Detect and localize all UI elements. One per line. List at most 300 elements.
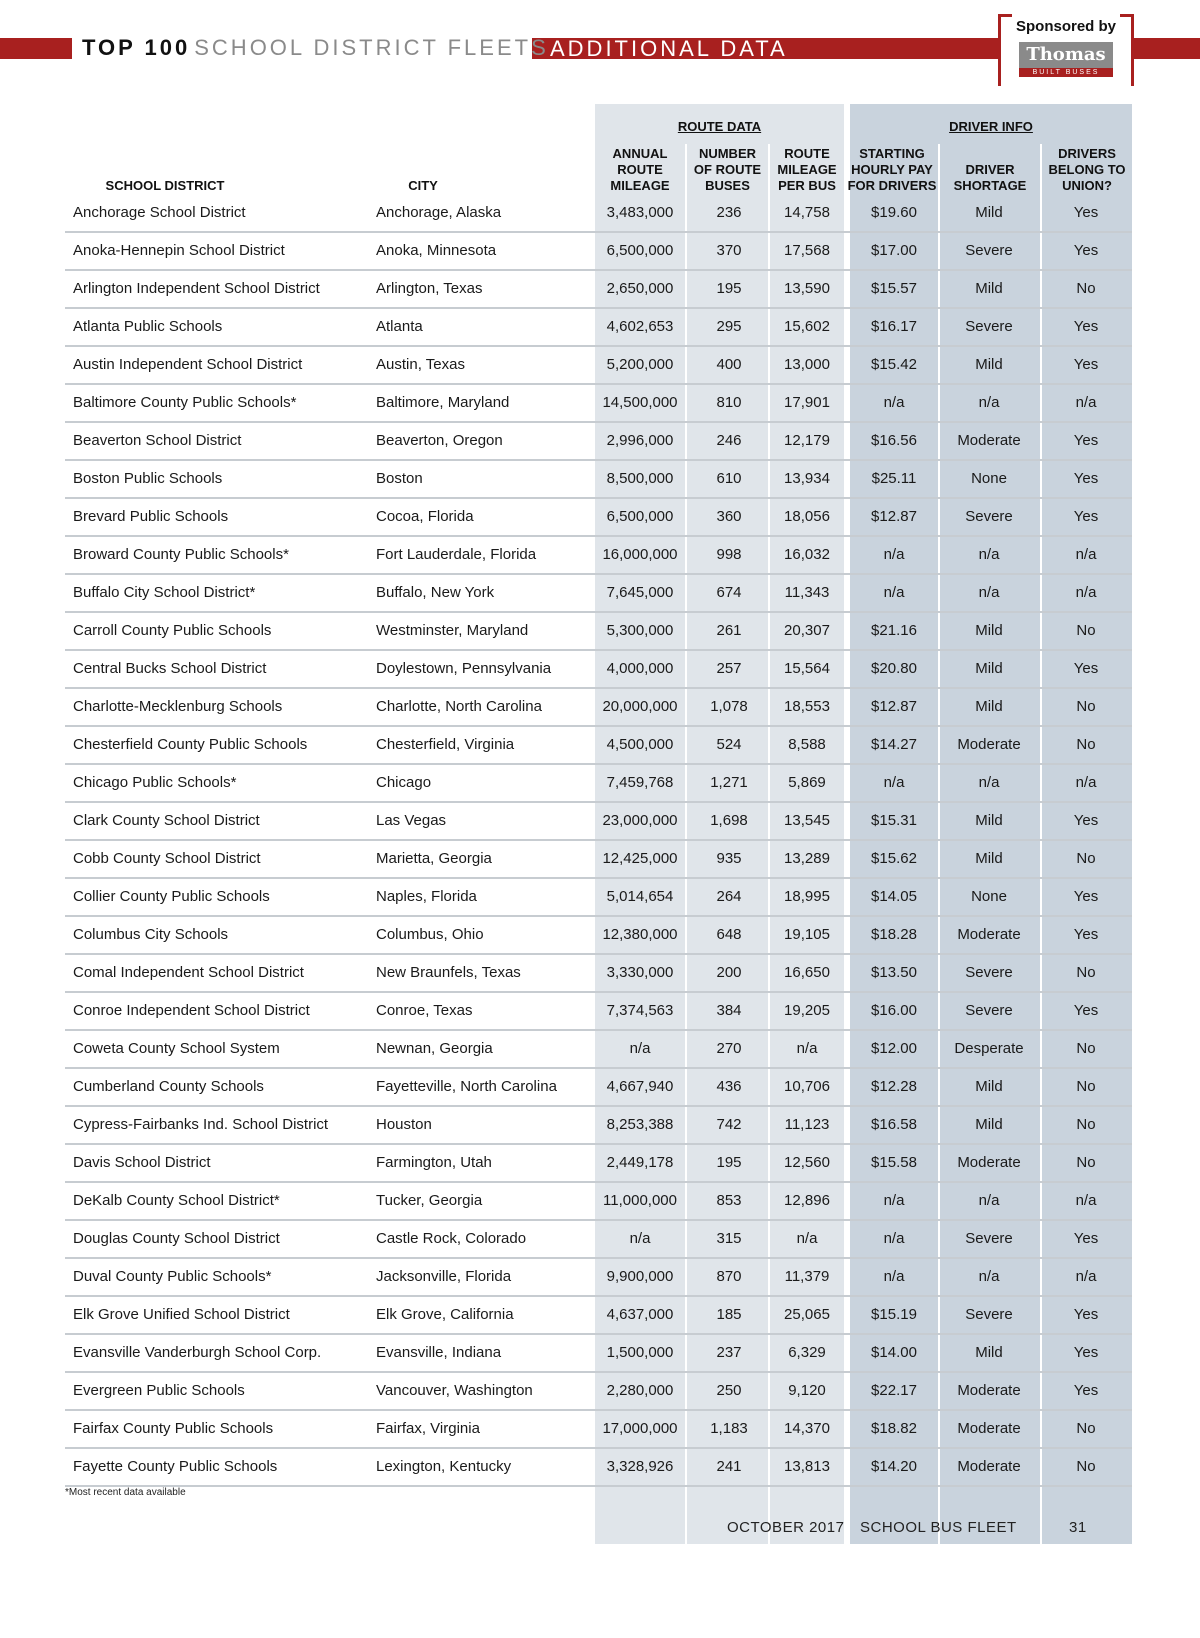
cell-driver-shortage: Mild bbox=[975, 280, 1003, 297]
cell-drivers-union: No bbox=[1076, 1420, 1096, 1437]
table-row bbox=[65, 955, 1132, 993]
cell-number-of-route-buses: 185 bbox=[716, 1306, 742, 1323]
cell-route-mileage-per-bus: 19,105 bbox=[784, 926, 830, 943]
cell-driver-shortage: n/a bbox=[978, 394, 1000, 411]
cell-driver-shortage: Severe bbox=[965, 1306, 1013, 1323]
cell-driver-shortage: Mild bbox=[975, 698, 1003, 715]
column-header-route-mileage-per-bus: ROUTE MILEAGE PER BUS bbox=[777, 146, 837, 193]
cell-driver-shortage: Mild bbox=[975, 660, 1003, 677]
cell-drivers-union: No bbox=[1076, 1040, 1096, 1057]
table-row bbox=[65, 803, 1132, 841]
cell-annual-route-mileage: 9,900,000 bbox=[606, 1268, 674, 1285]
cell-drivers-union: Yes bbox=[1073, 660, 1099, 677]
cell-school-district: Carroll County Public Schools bbox=[73, 622, 272, 639]
cell-school-district: Fairfax County Public Schools bbox=[73, 1420, 274, 1437]
cell-driver-shortage: Mild bbox=[975, 1344, 1003, 1361]
cell-route-mileage-per-bus: 12,560 bbox=[784, 1154, 830, 1171]
cell-city: Elk Grove, California bbox=[376, 1306, 514, 1323]
cell-driver-shortage: Moderate bbox=[957, 1154, 1021, 1171]
cell-city: Conroe, Texas bbox=[376, 1002, 473, 1019]
cell-starting-hourly-pay: $15.58 bbox=[871, 1154, 917, 1171]
table-row bbox=[65, 1031, 1132, 1069]
cell-school-district: Columbus City Schools bbox=[73, 926, 229, 943]
cell-school-district: Chesterfield County Public Schools bbox=[73, 736, 308, 753]
cell-route-mileage-per-bus: 20,307 bbox=[784, 622, 830, 639]
cell-route-mileage-per-bus: 16,032 bbox=[784, 546, 830, 563]
table-row bbox=[65, 1449, 1132, 1487]
cell-city: Vancouver, Washington bbox=[376, 1382, 533, 1399]
page-title-light: SCHOOL DISTRICT FLEETS bbox=[194, 35, 549, 60]
cell-starting-hourly-pay: $15.31 bbox=[871, 812, 917, 829]
cell-starting-hourly-pay: $15.62 bbox=[871, 850, 917, 867]
cell-city: Westminster, Maryland bbox=[376, 622, 529, 639]
cell-starting-hourly-pay: n/a bbox=[883, 584, 905, 601]
cell-drivers-union: Yes bbox=[1073, 242, 1099, 259]
cell-starting-hourly-pay: $21.16 bbox=[871, 622, 917, 639]
cell-drivers-union: Yes bbox=[1073, 318, 1099, 335]
section-subtitle: ADDITIONAL DATA bbox=[550, 36, 788, 61]
cell-driver-shortage: Moderate bbox=[957, 926, 1021, 943]
cell-driver-shortage: Moderate bbox=[957, 432, 1021, 449]
cell-number-of-route-buses: 241 bbox=[716, 1458, 742, 1475]
cell-driver-shortage: None bbox=[971, 888, 1007, 905]
cell-driver-shortage: Severe bbox=[965, 318, 1013, 335]
cell-starting-hourly-pay: n/a bbox=[883, 546, 905, 563]
cell-drivers-union: n/a bbox=[1075, 1192, 1097, 1209]
cell-city: Buffalo, New York bbox=[376, 584, 495, 601]
sponsor-logo-word: Thomas bbox=[1019, 42, 1113, 68]
cell-driver-shortage: Mild bbox=[975, 356, 1003, 373]
cell-starting-hourly-pay: $14.27 bbox=[871, 736, 917, 753]
cell-drivers-union: Yes bbox=[1073, 1382, 1099, 1399]
cell-driver-shortage: None bbox=[971, 470, 1007, 487]
cell-route-mileage-per-bus: 11,123 bbox=[784, 1116, 830, 1133]
table-row bbox=[65, 1069, 1132, 1107]
cell-city: Farmington, Utah bbox=[376, 1154, 492, 1171]
cell-drivers-union: n/a bbox=[1075, 584, 1097, 601]
cell-annual-route-mileage: 16,000,000 bbox=[602, 546, 678, 563]
cell-drivers-union: No bbox=[1076, 964, 1096, 981]
cell-drivers-union: Yes bbox=[1073, 812, 1099, 829]
cell-annual-route-mileage: 23,000,000 bbox=[602, 812, 678, 829]
cell-number-of-route-buses: 295 bbox=[716, 318, 742, 335]
cell-drivers-union: Yes bbox=[1073, 432, 1099, 449]
column-header-city: CITY bbox=[408, 178, 438, 193]
table-row bbox=[65, 1411, 1132, 1449]
cell-starting-hourly-pay: $19.60 bbox=[871, 204, 917, 221]
cell-city: Atlanta bbox=[376, 318, 423, 335]
cell-starting-hourly-pay: $14.05 bbox=[871, 888, 917, 905]
cell-number-of-route-buses: 610 bbox=[716, 470, 742, 487]
column-header-driver-shortage: DRIVER SHORTAGE bbox=[953, 162, 1027, 193]
cell-route-mileage-per-bus: 13,934 bbox=[784, 470, 830, 487]
cell-city: Arlington, Texas bbox=[376, 280, 483, 297]
cell-annual-route-mileage: 2,650,000 bbox=[606, 280, 674, 297]
cell-school-district: Anchorage School District bbox=[73, 204, 246, 221]
cell-driver-shortage: n/a bbox=[978, 584, 1000, 601]
cell-annual-route-mileage: n/a bbox=[629, 1040, 651, 1057]
cell-number-of-route-buses: 742 bbox=[716, 1116, 742, 1133]
sponsor-box bbox=[998, 14, 1134, 86]
column-group-row bbox=[65, 119, 1132, 135]
cell-driver-shortage: n/a bbox=[978, 1268, 1000, 1285]
cell-starting-hourly-pay: $14.20 bbox=[871, 1458, 917, 1475]
cell-starting-hourly-pay: $12.00 bbox=[871, 1040, 917, 1057]
cell-driver-shortage: Mild bbox=[975, 204, 1003, 221]
cell-school-district: Davis School District bbox=[73, 1154, 211, 1171]
cell-driver-shortage: Desperate bbox=[954, 1040, 1024, 1057]
cell-school-district: Fayette County Public Schools bbox=[73, 1458, 278, 1475]
table-row bbox=[65, 1297, 1132, 1335]
table-row bbox=[65, 1373, 1132, 1411]
cell-city: Houston bbox=[376, 1116, 432, 1133]
cell-starting-hourly-pay: n/a bbox=[883, 1268, 905, 1285]
cell-annual-route-mileage: 2,449,178 bbox=[606, 1154, 674, 1171]
cell-city: Anchorage, Alaska bbox=[376, 204, 502, 221]
cell-drivers-union: No bbox=[1076, 622, 1096, 639]
cell-city: Fayetteville, North Carolina bbox=[376, 1078, 557, 1095]
cell-route-mileage-per-bus: 17,568 bbox=[784, 242, 830, 259]
cell-route-mileage-per-bus: 9,120 bbox=[788, 1382, 826, 1399]
cell-city: Evansville, Indiana bbox=[376, 1344, 502, 1361]
cell-driver-shortage: Moderate bbox=[957, 1420, 1021, 1437]
cell-annual-route-mileage: 5,200,000 bbox=[606, 356, 674, 373]
cell-school-district: Atlanta Public Schools bbox=[73, 318, 223, 335]
cell-city: Jacksonville, Florida bbox=[376, 1268, 512, 1285]
cell-driver-shortage: Mild bbox=[975, 850, 1003, 867]
cell-drivers-union: No bbox=[1076, 280, 1096, 297]
cell-school-district: Douglas County School District bbox=[73, 1230, 280, 1247]
column-header-drivers-union: DRIVERS BELONG TO UNION? bbox=[1048, 146, 1126, 193]
cell-annual-route-mileage: 4,000,000 bbox=[606, 660, 674, 677]
cell-route-mileage-per-bus: 8,588 bbox=[788, 736, 826, 753]
cell-drivers-union: Yes bbox=[1073, 1306, 1099, 1323]
cell-annual-route-mileage: 17,000,000 bbox=[602, 1420, 678, 1437]
cell-driver-shortage: Moderate bbox=[957, 1458, 1021, 1475]
cell-school-district: Clark County School District bbox=[73, 812, 260, 829]
cell-school-district: Austin Independent School District bbox=[73, 356, 303, 373]
cell-drivers-union: No bbox=[1076, 1078, 1096, 1095]
cell-starting-hourly-pay: $15.42 bbox=[871, 356, 917, 373]
table-row bbox=[65, 347, 1132, 385]
table-row bbox=[65, 499, 1132, 537]
cell-route-mileage-per-bus: 25,065 bbox=[784, 1306, 830, 1323]
cell-starting-hourly-pay: $15.19 bbox=[871, 1306, 917, 1323]
cell-number-of-route-buses: 648 bbox=[716, 926, 742, 943]
cell-number-of-route-buses: 261 bbox=[716, 622, 742, 639]
table-row bbox=[65, 575, 1132, 613]
column-header-annual-route-mileage: ANNUAL ROUTE MILEAGE bbox=[610, 146, 670, 193]
cell-number-of-route-buses: 195 bbox=[716, 280, 742, 297]
cell-number-of-route-buses: 853 bbox=[716, 1192, 742, 1209]
cell-number-of-route-buses: 810 bbox=[716, 394, 742, 411]
table-row bbox=[65, 1259, 1132, 1297]
cell-starting-hourly-pay: $15.57 bbox=[871, 280, 917, 297]
cell-number-of-route-buses: 236 bbox=[716, 204, 742, 221]
cell-school-district: Arlington Independent School District bbox=[73, 280, 320, 297]
table-row bbox=[65, 309, 1132, 347]
cell-school-district: Collier County Public Schools bbox=[73, 888, 270, 905]
page-title-strong: TOP 100 bbox=[82, 35, 191, 60]
cell-school-district: Central Bucks School District bbox=[73, 660, 267, 677]
cell-city: Chicago bbox=[376, 774, 432, 791]
cell-route-mileage-per-bus: n/a bbox=[796, 1230, 818, 1247]
cell-drivers-union: Yes bbox=[1073, 508, 1099, 525]
table-row bbox=[65, 1221, 1132, 1259]
cell-school-district: Cypress-Fairbanks Ind. School District bbox=[73, 1116, 329, 1133]
cell-route-mileage-per-bus: 18,056 bbox=[784, 508, 830, 525]
table-row bbox=[65, 423, 1132, 461]
cell-city: Tucker, Georgia bbox=[376, 1192, 483, 1209]
cell-starting-hourly-pay: $16.17 bbox=[871, 318, 917, 335]
cell-annual-route-mileage: 7,374,563 bbox=[606, 1002, 674, 1019]
cell-drivers-union: No bbox=[1076, 698, 1096, 715]
cell-drivers-union: Yes bbox=[1073, 926, 1099, 943]
cell-number-of-route-buses: 998 bbox=[716, 546, 742, 563]
cell-annual-route-mileage: 2,996,000 bbox=[606, 432, 674, 449]
table-row bbox=[65, 233, 1132, 271]
cell-annual-route-mileage: n/a bbox=[629, 1230, 651, 1247]
cell-number-of-route-buses: 246 bbox=[716, 432, 742, 449]
cell-route-mileage-per-bus: 17,901 bbox=[784, 394, 830, 411]
cell-number-of-route-buses: 1,271 bbox=[710, 774, 748, 791]
cell-annual-route-mileage: 3,483,000 bbox=[606, 204, 674, 221]
cell-school-district: Duval County Public Schools* bbox=[73, 1268, 272, 1285]
cell-school-district: Comal Independent School District bbox=[73, 964, 304, 981]
cell-number-of-route-buses: 436 bbox=[716, 1078, 742, 1095]
cell-annual-route-mileage: 4,667,940 bbox=[606, 1078, 674, 1095]
cell-starting-hourly-pay: $12.28 bbox=[871, 1078, 917, 1095]
table-row bbox=[65, 271, 1132, 309]
table-row bbox=[65, 727, 1132, 765]
cell-school-district: Buffalo City School District* bbox=[73, 584, 256, 601]
cell-annual-route-mileage: 4,500,000 bbox=[606, 736, 674, 753]
cell-school-district: Brevard Public Schools bbox=[73, 508, 229, 525]
cell-route-mileage-per-bus: 5,869 bbox=[788, 774, 826, 791]
table-row bbox=[65, 195, 1132, 233]
cell-annual-route-mileage: 11,000,000 bbox=[603, 1192, 677, 1209]
cell-school-district: Cobb County School District bbox=[73, 850, 261, 867]
footnote: *Most recent data available bbox=[65, 1487, 186, 1498]
cell-city: Marietta, Georgia bbox=[376, 850, 492, 867]
cell-annual-route-mileage: 4,602,653 bbox=[606, 318, 674, 335]
cell-number-of-route-buses: 1,698 bbox=[710, 812, 748, 829]
cell-city: Boston bbox=[376, 470, 423, 487]
sponsor-logo-sub: BUILT BUSES bbox=[1019, 68, 1113, 77]
cell-drivers-union: n/a bbox=[1075, 394, 1097, 411]
table-row bbox=[65, 879, 1132, 917]
table-row bbox=[65, 1107, 1132, 1145]
cell-school-district: Charlotte-Mecklenburg Schools bbox=[73, 698, 283, 715]
cell-drivers-union: Yes bbox=[1073, 888, 1099, 905]
cell-starting-hourly-pay: $16.56 bbox=[871, 432, 917, 449]
cell-starting-hourly-pay: n/a bbox=[883, 1230, 905, 1247]
sponsor-label: Sponsored by bbox=[1015, 18, 1116, 35]
cell-school-district: Beaverton School District bbox=[73, 432, 242, 449]
cell-annual-route-mileage: 5,014,654 bbox=[606, 888, 674, 905]
cell-starting-hourly-pay: $22.17 bbox=[871, 1382, 917, 1399]
cell-annual-route-mileage: 2,280,000 bbox=[606, 1382, 674, 1399]
cell-route-mileage-per-bus: 18,995 bbox=[784, 888, 830, 905]
group-header-driver-info: DRIVER INFO bbox=[949, 119, 1033, 134]
cell-number-of-route-buses: 264 bbox=[716, 888, 742, 905]
cell-starting-hourly-pay: $17.00 bbox=[871, 242, 917, 259]
cell-drivers-union: Yes bbox=[1073, 1002, 1099, 1019]
cell-route-mileage-per-bus: 10,706 bbox=[784, 1078, 830, 1095]
cell-driver-shortage: Severe bbox=[965, 1002, 1013, 1019]
cell-driver-shortage: Severe bbox=[965, 242, 1013, 259]
cell-driver-shortage: Severe bbox=[965, 964, 1013, 981]
cell-city: Fort Lauderdale, Florida bbox=[376, 546, 537, 563]
cell-route-mileage-per-bus: 11,343 bbox=[784, 584, 830, 601]
cell-school-district: Anoka-Hennepin School District bbox=[73, 242, 285, 259]
cell-city: Chesterfield, Virginia bbox=[376, 736, 515, 753]
cell-number-of-route-buses: 674 bbox=[716, 584, 742, 601]
cell-school-district: Broward County Public Schools* bbox=[73, 546, 289, 563]
group-header-route-data: ROUTE DATA bbox=[677, 119, 762, 134]
cell-annual-route-mileage: 6,500,000 bbox=[606, 242, 674, 259]
cell-number-of-route-buses: 1,078 bbox=[710, 698, 748, 715]
cell-drivers-union: No bbox=[1076, 1458, 1096, 1475]
table-row bbox=[65, 993, 1132, 1031]
cell-starting-hourly-pay: n/a bbox=[883, 394, 905, 411]
cell-driver-shortage: Severe bbox=[965, 508, 1013, 525]
cell-annual-route-mileage: 8,500,000 bbox=[606, 470, 674, 487]
cell-starting-hourly-pay: $18.28 bbox=[871, 926, 917, 943]
cell-drivers-union: n/a bbox=[1075, 1268, 1097, 1285]
cell-number-of-route-buses: 270 bbox=[716, 1040, 742, 1057]
cell-starting-hourly-pay: n/a bbox=[883, 774, 905, 791]
cell-number-of-route-buses: 870 bbox=[716, 1268, 742, 1285]
table-row bbox=[65, 1335, 1132, 1373]
cell-city: Charlotte, North Carolina bbox=[376, 698, 542, 715]
cell-number-of-route-buses: 195 bbox=[716, 1154, 742, 1171]
footer-date: OCTOBER 2017 bbox=[727, 1519, 845, 1536]
cell-starting-hourly-pay: $18.82 bbox=[871, 1420, 917, 1437]
cell-route-mileage-per-bus: 6,329 bbox=[788, 1344, 826, 1361]
column-header-number-of-route-buses: NUMBER OF ROUTE BUSES bbox=[693, 146, 762, 193]
cell-number-of-route-buses: 935 bbox=[716, 850, 742, 867]
cell-city: Cocoa, Florida bbox=[376, 508, 474, 525]
cell-city: Anoka, Minnesota bbox=[376, 242, 497, 259]
cell-school-district: Chicago Public Schools* bbox=[73, 774, 237, 791]
cell-route-mileage-per-bus: 15,602 bbox=[784, 318, 830, 335]
column-header-school-district: SCHOOL DISTRICT bbox=[105, 178, 225, 193]
cell-city: Doylestown, Pennsylvania bbox=[376, 660, 552, 677]
cell-starting-hourly-pay: $20.80 bbox=[871, 660, 917, 677]
table-row bbox=[65, 765, 1132, 803]
cell-school-district: DeKalb County School District* bbox=[73, 1192, 280, 1209]
cell-route-mileage-per-bus: 13,813 bbox=[784, 1458, 830, 1475]
cell-annual-route-mileage: 12,425,000 bbox=[602, 850, 678, 867]
table-row bbox=[65, 1183, 1132, 1221]
cell-starting-hourly-pay: $16.00 bbox=[871, 1002, 917, 1019]
table-row bbox=[65, 537, 1132, 575]
cell-number-of-route-buses: 1,183 bbox=[710, 1420, 748, 1437]
cell-city: Newnan, Georgia bbox=[376, 1040, 493, 1057]
cell-drivers-union: Yes bbox=[1073, 1230, 1099, 1247]
cell-route-mileage-per-bus: 14,758 bbox=[784, 204, 830, 221]
cell-number-of-route-buses: 257 bbox=[716, 660, 742, 677]
page-number: 31 bbox=[1069, 1519, 1087, 1536]
cell-number-of-route-buses: 360 bbox=[716, 508, 742, 525]
cell-school-district: Conroe Independent School District bbox=[73, 1002, 310, 1019]
cell-city: Las Vegas bbox=[376, 812, 447, 829]
cell-annual-route-mileage: 1,500,000 bbox=[606, 1344, 674, 1361]
cell-route-mileage-per-bus: 13,289 bbox=[784, 850, 830, 867]
cell-annual-route-mileage: 20,000,000 bbox=[602, 698, 678, 715]
cell-driver-shortage: n/a bbox=[978, 774, 1000, 791]
cell-starting-hourly-pay: $13.50 bbox=[871, 964, 917, 981]
cell-starting-hourly-pay: $16.58 bbox=[871, 1116, 917, 1133]
cell-city: Naples, Florida bbox=[376, 888, 477, 905]
cell-city: Columbus, Ohio bbox=[376, 926, 484, 943]
cell-annual-route-mileage: 5,300,000 bbox=[606, 622, 674, 639]
cell-starting-hourly-pay: $12.87 bbox=[871, 508, 917, 525]
cell-starting-hourly-pay: $12.87 bbox=[871, 698, 917, 715]
cell-school-district: Boston Public Schools bbox=[73, 470, 223, 487]
cell-annual-route-mileage: 3,330,000 bbox=[606, 964, 674, 981]
cell-route-mileage-per-bus: n/a bbox=[796, 1040, 818, 1057]
cell-drivers-union: No bbox=[1076, 1116, 1096, 1133]
cell-starting-hourly-pay: $14.00 bbox=[871, 1344, 917, 1361]
table-row bbox=[65, 613, 1132, 651]
table-row bbox=[65, 385, 1132, 423]
table-row bbox=[65, 689, 1132, 727]
cell-route-mileage-per-bus: 13,000 bbox=[784, 356, 830, 373]
cell-route-mileage-per-bus: 12,179 bbox=[784, 432, 830, 449]
cell-number-of-route-buses: 237 bbox=[716, 1344, 742, 1361]
cell-route-mileage-per-bus: 11,379 bbox=[784, 1268, 830, 1285]
cell-driver-shortage: Mild bbox=[975, 1078, 1003, 1095]
column-header-starting-hourly-pay: STARTING HOURLY PAY FOR DRIVERS bbox=[847, 146, 937, 193]
cell-city: Fairfax, Virginia bbox=[376, 1420, 480, 1437]
cell-number-of-route-buses: 400 bbox=[716, 356, 742, 373]
cell-number-of-route-buses: 384 bbox=[716, 1002, 742, 1019]
cell-city: Austin, Texas bbox=[376, 356, 465, 373]
cell-driver-shortage: n/a bbox=[978, 1192, 1000, 1209]
cell-drivers-union: Yes bbox=[1073, 204, 1099, 221]
cell-annual-route-mileage: 4,637,000 bbox=[606, 1306, 674, 1323]
cell-drivers-union: Yes bbox=[1073, 1344, 1099, 1361]
cell-annual-route-mileage: 12,380,000 bbox=[602, 926, 678, 943]
cell-starting-hourly-pay: n/a bbox=[883, 1192, 905, 1209]
cell-city: Castle Rock, Colorado bbox=[376, 1230, 527, 1247]
cell-driver-shortage: Moderate bbox=[957, 1382, 1021, 1399]
cell-starting-hourly-pay: $25.11 bbox=[871, 470, 917, 487]
cell-annual-route-mileage: 14,500,000 bbox=[602, 394, 678, 411]
cell-number-of-route-buses: 524 bbox=[716, 736, 742, 753]
cell-route-mileage-per-bus: 16,650 bbox=[784, 964, 830, 981]
cell-number-of-route-buses: 370 bbox=[716, 242, 742, 259]
table-row bbox=[65, 651, 1132, 689]
cell-annual-route-mileage: 7,459,768 bbox=[606, 774, 674, 791]
table-row bbox=[65, 1145, 1132, 1183]
cell-route-mileage-per-bus: 18,553 bbox=[784, 698, 830, 715]
cell-route-mileage-per-bus: 19,205 bbox=[784, 1002, 830, 1019]
cell-drivers-union: No bbox=[1076, 736, 1096, 753]
cell-city: Lexington, Kentucky bbox=[376, 1458, 512, 1475]
table-row bbox=[65, 461, 1132, 499]
cell-route-mileage-per-bus: 13,545 bbox=[784, 812, 830, 829]
cell-school-district: Baltimore County Public Schools* bbox=[73, 394, 297, 411]
cell-school-district: Evergreen Public Schools bbox=[73, 1382, 245, 1399]
cell-drivers-union: Yes bbox=[1073, 356, 1099, 373]
table-row bbox=[65, 917, 1132, 955]
footer-magazine: SCHOOL BUS FLEET bbox=[860, 1519, 1017, 1536]
cell-drivers-union: n/a bbox=[1075, 774, 1097, 791]
cell-school-district: Evansville Vanderburgh School Corp. bbox=[73, 1344, 322, 1361]
